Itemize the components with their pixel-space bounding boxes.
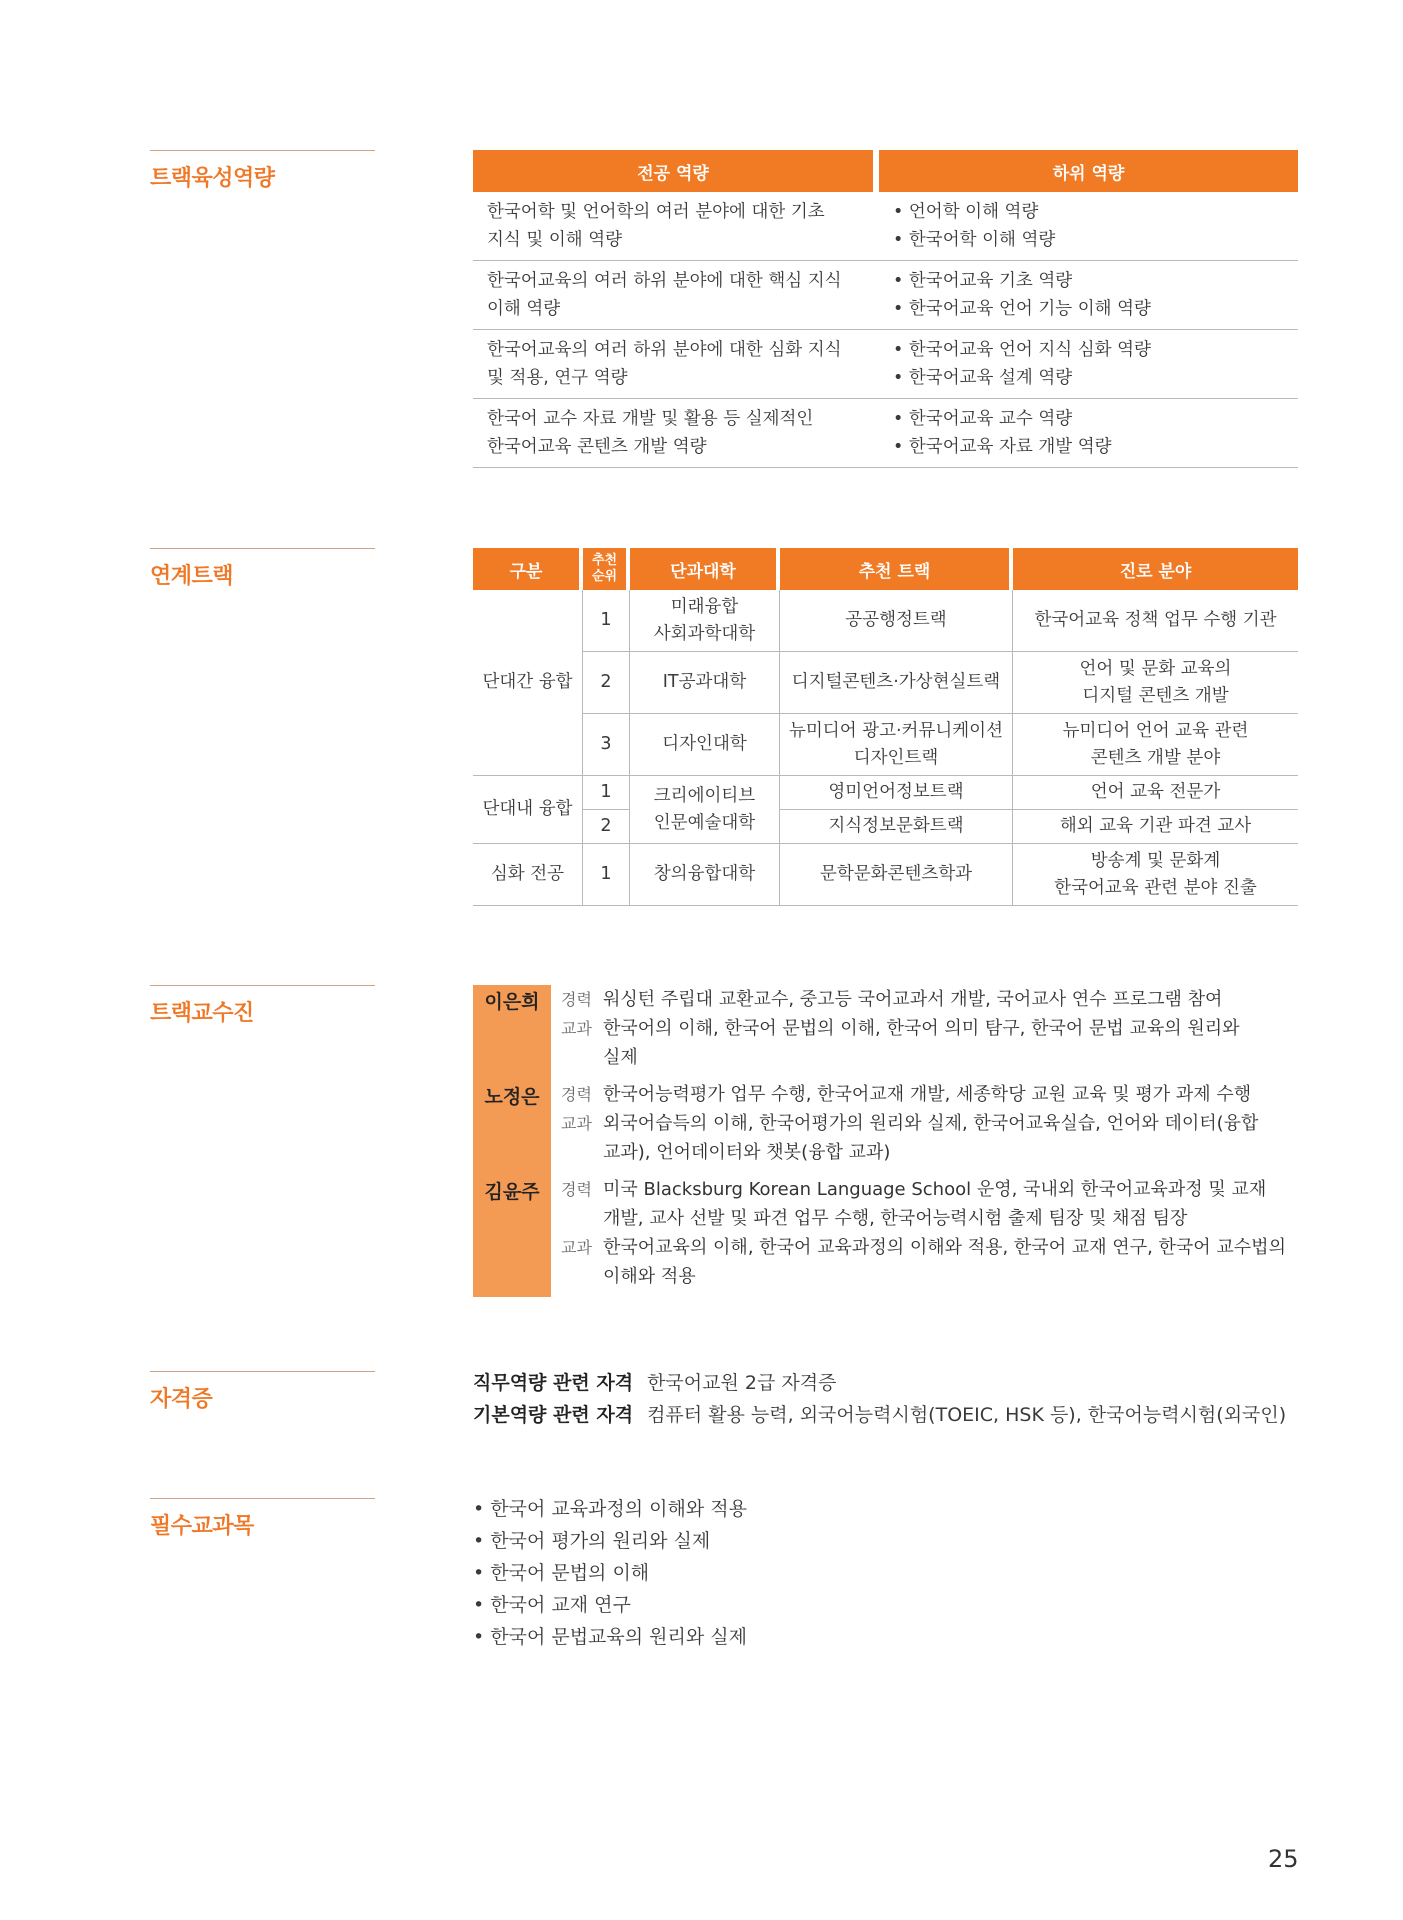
major-cell [473, 192, 879, 261]
college-cell [630, 590, 780, 652]
text-line: 한국어의 이해, 한국어 문법의 이해, 한국어 의미 탐구, 한국어 문법 교육의 원리와 [603, 1018, 1240, 1039]
section-label-required-courses: 필수교과목 [150, 1498, 375, 1540]
text-line: 교과), 언어데이터와 챗봇(융합 교과) [603, 1142, 891, 1163]
career-cell: 언어 교육 전문가 [1013, 776, 1298, 810]
bullet-item: • 한국어교육 언어 지식 심화 역량 [893, 336, 1298, 364]
text-line: 워싱턴 주립대 교환교수, 중고등 국어교과서 개발, 국어교사 연수 프로그램 참여 [603, 989, 1223, 1010]
faculty-entry [473, 1175, 1303, 1291]
faculty-course-row [561, 1233, 1303, 1291]
certificate-value: 한국어교원 2급 자격증 [647, 1372, 837, 1394]
list-item: • 한국어 문법교육의 원리와 실제 [473, 1621, 747, 1653]
table-row [473, 330, 1298, 399]
major-cell [473, 399, 879, 468]
track-cell: 디지털콘텐츠·가상현실트랙 [780, 652, 1013, 714]
sub-cell [879, 399, 1298, 468]
track-cell: 공공행정트랙 [780, 590, 1013, 652]
header-category: 구분 [473, 548, 583, 590]
career-tag: 경력 [561, 1180, 592, 1199]
career-cell [1013, 714, 1298, 776]
faculty-entry [473, 985, 1303, 1072]
faculty-entry [473, 1080, 1303, 1167]
faculty-course-row [561, 1109, 1303, 1167]
cell-line: 한국어교육의 여러 하위 분야에 대한 핵심 지식 [487, 271, 842, 291]
certificate-list [473, 1367, 1286, 1431]
cell-line: 사회과학대학 [653, 623, 756, 644]
table-row [473, 844, 1298, 906]
header-sub-competency: 하위 역량 [879, 150, 1298, 192]
cell-line: 이해 역량 [487, 299, 561, 319]
table-row [473, 776, 1298, 810]
rank-cell: 1 [583, 590, 630, 652]
text-line: 미국 Blacksburg Korean Language School 운영, 국내외 한국어교육과정 및 교재 [603, 1179, 1267, 1200]
bullet-item: • 한국어교육 설계 역량 [893, 364, 1298, 392]
group-cell: 단대내 융합 [473, 776, 583, 844]
sub-cell [879, 261, 1298, 330]
bullet-item: • 한국어교육 기초 역량 [893, 267, 1298, 295]
list-item: • 한국어 문법의 이해 [473, 1557, 747, 1589]
section-label-faculty: 트랙교수진 [150, 985, 375, 1027]
table-row [473, 399, 1298, 468]
career-cell: 한국어교육 정책 업무 수행 기관 [1013, 590, 1298, 652]
table-row [473, 810, 1298, 844]
course-tag: 교과 [561, 1019, 592, 1038]
cell-line: 지식 및 이해 역량 [487, 230, 623, 250]
cell-line: 방송계 및 문화계 [1090, 850, 1221, 871]
cell-line: 뉴미디어 광고·커뮤니케이션 [789, 720, 1003, 741]
college-cell [630, 776, 780, 844]
college-cell: IT공과대학 [630, 652, 780, 714]
table-row [473, 714, 1298, 776]
bullet-item: • 한국어학 이해 역량 [893, 226, 1298, 254]
rank-cell: 1 [583, 776, 630, 810]
cell-line: 한국어교육 콘텐츠 개발 역량 [487, 437, 707, 457]
faculty-name: 노정은 [484, 1086, 540, 1108]
cell-line: 및 적용, 연구 역량 [487, 368, 628, 388]
text-line: 한국어교육의 이해, 한국어 교육과정의 이해와 적용, 한국어 교재 연구, 한국어 교수법의 [603, 1237, 1286, 1258]
rank-cell: 2 [583, 652, 630, 714]
header-rank [583, 548, 630, 590]
career-cell [1013, 652, 1298, 714]
cell-line: 한국어교육 관련 분야 진출 [1054, 877, 1257, 898]
rank-cell: 2 [583, 810, 630, 844]
required-course-list [473, 1493, 747, 1653]
text-line: 개발, 교사 선발 및 파견 업무 수행, 한국어능력시험 출제 팀장 및 채점 팀장 [603, 1208, 1188, 1229]
section-label-certificate: 자격증 [150, 1371, 375, 1413]
college-cell: 창의융합대학 [630, 844, 780, 906]
cell-line: 크리에이티브 [653, 785, 756, 806]
rank-cell: 1 [583, 844, 630, 906]
header-college: 단과대학 [630, 548, 780, 590]
cell-line: 뉴미디어 언어 교육 관련 [1062, 720, 1249, 741]
faculty-career-row [561, 1080, 1303, 1109]
bullet-item: • 한국어교육 자료 개발 역량 [893, 433, 1298, 461]
section-label-linked-track: 연계트랙 [150, 548, 375, 590]
cell-line: 한국어학 및 언어학의 여러 분야에 대한 기초 [487, 202, 825, 222]
cell-line: 인문예술대학 [653, 812, 756, 833]
track-cell: 지식정보문화트랙 [780, 810, 1013, 844]
track-cell [780, 714, 1013, 776]
faculty-name: 김윤주 [484, 1181, 540, 1203]
table-row [473, 261, 1298, 330]
header-rank-line: 순위 [591, 569, 618, 584]
course-tag: 교과 [561, 1114, 592, 1133]
career-tag: 경력 [561, 990, 592, 1009]
faculty-career-row [561, 985, 1303, 1014]
bullet-item: • 한국어교육 언어 기능 이해 역량 [893, 295, 1298, 323]
certificate-value: 컴퓨터 활용 능력, 외국어능력시험(TOEIC, HSK 등), 한국어능력시험(외국인) [647, 1404, 1287, 1426]
cell-line: 콘텐츠 개발 분야 [1090, 747, 1221, 768]
text-line: 실제 [603, 1047, 638, 1068]
cell-line: 미래융합 [670, 596, 739, 617]
track-cell: 문학문화콘텐츠학과 [780, 844, 1013, 906]
track-cell: 영미언어정보트랙 [780, 776, 1013, 810]
header-major-competency: 전공 역량 [473, 150, 879, 192]
list-item: • 한국어 교육과정의 이해와 적용 [473, 1493, 747, 1525]
list-item: • 한국어 평가의 원리와 실제 [473, 1525, 747, 1557]
sub-cell [879, 330, 1298, 399]
cell-line: 한국어 교수 자료 개발 및 활용 등 실제적인 [487, 409, 814, 429]
major-cell [473, 261, 879, 330]
cell-line: 한국어교육의 여러 하위 분야에 대한 심화 지식 [487, 340, 842, 360]
certificate-row [473, 1367, 1286, 1399]
major-cell [473, 330, 879, 399]
rank-cell: 3 [583, 714, 630, 776]
career-cell [1013, 844, 1298, 906]
cell-line: 디자인트랙 [853, 747, 939, 768]
faculty-career-row [561, 1175, 1303, 1233]
bullet-item: • 한국어교육 교수 역량 [893, 405, 1298, 433]
group-cell: 심화 전공 [473, 844, 583, 906]
sub-cell [879, 192, 1298, 261]
certificate-row [473, 1399, 1286, 1431]
college-cell: 디자인대학 [630, 714, 780, 776]
table-row [473, 192, 1298, 261]
certificate-key: 직무역량 관련 자격 [473, 1372, 634, 1394]
text-line: 외국어습득의 이해, 한국어평가의 원리와 실제, 한국어교육실습, 언어와 데이터(융합 [603, 1113, 1259, 1134]
text-line: 한국어능력평가 업무 수행, 한국어교재 개발, 세종학당 교원 교육 및 평가 과제 수행 [603, 1084, 1252, 1105]
table-row [473, 652, 1298, 714]
bullet-item: • 언어학 이해 역량 [893, 198, 1298, 226]
header-career: 진로 분야 [1013, 548, 1298, 590]
cell-line: 디지털 콘텐츠 개발 [1082, 685, 1229, 706]
list-item: • 한국어 교재 연구 [473, 1589, 747, 1621]
faculty-name: 이은희 [484, 991, 540, 1013]
faculty-course-row [561, 1014, 1303, 1072]
header-rank-line: 추천 [591, 553, 618, 568]
competency-table [473, 150, 1298, 468]
linked-track-table [473, 548, 1298, 906]
career-cell: 해외 교육 기관 파견 교사 [1013, 810, 1298, 844]
page-number: 25 [1268, 1845, 1299, 1873]
certificate-key: 기본역량 관련 자격 [473, 1404, 634, 1426]
cell-line: 언어 및 문화 교육의 [1079, 658, 1232, 679]
header-track: 추천 트랙 [780, 548, 1013, 590]
group-cell: 단대간 융합 [473, 590, 583, 776]
section-label-track-competency: 트랙육성역량 [150, 150, 375, 192]
table-row [473, 590, 1298, 652]
career-tag: 경력 [561, 1085, 592, 1104]
course-tag: 교과 [561, 1238, 592, 1257]
text-line: 이해와 적용 [603, 1266, 696, 1287]
